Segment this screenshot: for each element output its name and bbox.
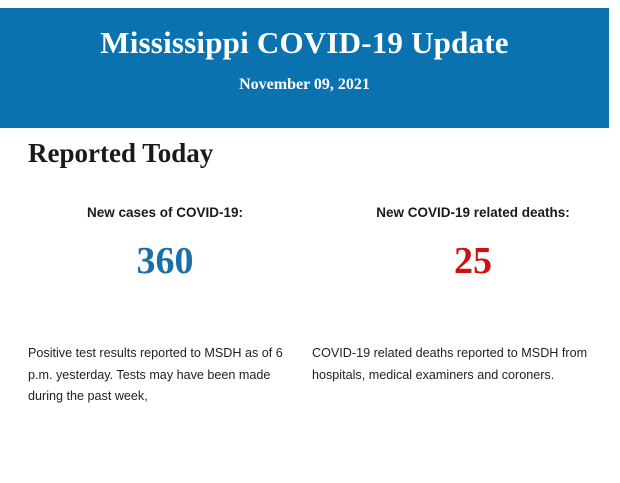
stat-new-cases-value: 360 <box>136 240 194 282</box>
stat-new-cases-note: Positive test results reported to MSDH as of 6 p.m. yesterday. Tests may have been made during the past week, <box>28 346 283 404</box>
stat-new-deaths-label: New COVID-19 related deaths: <box>376 205 570 220</box>
stat-new-deaths-value: 25 <box>454 240 492 282</box>
stat-new-cases-label: New cases of COVID-19: <box>86 205 244 220</box>
header-banner <box>0 8 609 128</box>
stat-new-cases <box>0 205 312 280</box>
page-title: Mississippi COVID-19 Update <box>100 25 509 60</box>
stat-new-deaths-note: COVID-19 related deaths reported to MSDH from hospitals, medical examiners and coroners. <box>312 346 588 382</box>
stat-new-deaths <box>312 205 620 280</box>
report-date: November 09, 2021 <box>239 76 370 94</box>
notes-row <box>0 343 620 408</box>
stats-row <box>0 205 620 280</box>
section-title: Reported Today <box>28 138 214 168</box>
